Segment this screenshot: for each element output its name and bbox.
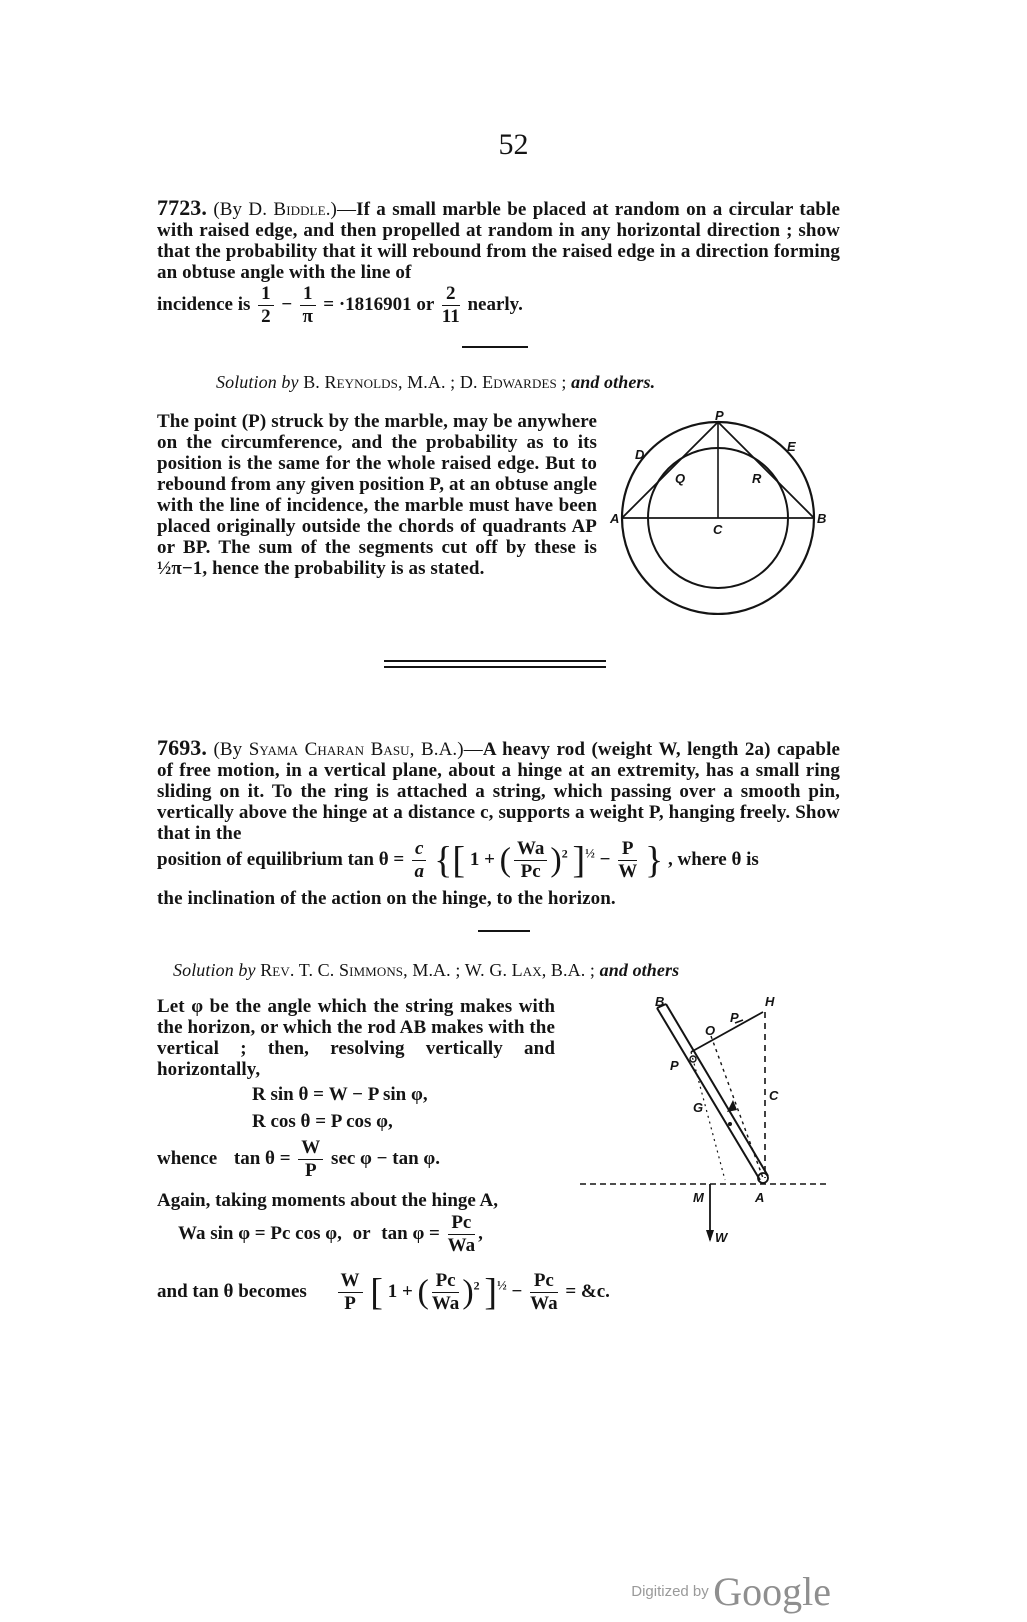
problem-7693: 7693. (By Syama Charan Basu, B.A.)—A heavy rod (weight W, length 2a) capable of free motion, in a vertical plane, about a hinge at an extremity, has a small ring sliding on it. To the ring is attached a string, which passing over a smooth pin, vertically above the hinge at a distance c, supports a weight P, hanging freely. Show that in the (157, 735, 840, 844)
label-D: D (635, 447, 645, 462)
label-O: O (705, 1023, 716, 1038)
label-Q: Q (675, 471, 686, 486)
label-P: P (730, 1010, 739, 1025)
problem-text-end: the inclination of the action on the hinge, to the horizon. (157, 888, 616, 909)
problem-text: A heavy rod (weight W, length 2a) capable of free motion, in a vertical plane, about a hinge at an extremity, has a small ring sliding on it. To the ring is attached a string, which passing over a smooth pin, vertically above the hinge at a distance c, supports a weight P, hanging freely. Show that in the (157, 739, 840, 844)
digitized-watermark: Digitized by Google (631, 1569, 831, 1614)
equation-4: Wa sin φ = Pc cos φ, or tan φ = $\frac{Pc}{Wa}$ , (178, 1212, 483, 1256)
label-B: B (817, 511, 827, 526)
section-double-rule (384, 660, 606, 662)
label-G: G (693, 1100, 704, 1115)
final-equation: and tan θ becomes $\frac{W}{P}$ [ 1 + ( $\frac{Pc}{Wa}$ )$^2$ ]$^{\frac{1}{2}}$ − $\frac{Pc}{Wa}$ = &c. (157, 1270, 610, 1314)
section-double-rule (384, 666, 606, 668)
problem-number: 7693. (157, 735, 207, 760)
label-B: B (655, 994, 665, 1009)
rod-diagram (575, 990, 835, 1250)
equilibrium-equation: position of equilibrium tan θ = $\frac{c}{a}$ {[ 1 + ( $\frac{Wa}{Pc}$ )$^2$ ]$^{\frac{1}{2}}$ − $\frac{P}{W}$ } , where θ is (157, 838, 759, 882)
fraction: $\frac{2}{11}$ (441, 283, 460, 327)
problem-number: 7723. (157, 195, 207, 220)
equation-1: R sin θ = W − P sin φ, (252, 1084, 428, 1105)
equation-2: R cos θ = P cos φ, (252, 1111, 393, 1132)
label-A: A (755, 1190, 765, 1205)
problem-7723-result: incidence is $\frac{1}{2}$ − $\frac{1}{\pi}$ = ·1816901 or $\frac{2}{11}$ nearly. (157, 283, 523, 327)
fraction: $\frac{1}{\pi}$ (300, 283, 316, 328)
google-logo: Google (713, 1569, 831, 1614)
label-C: C (713, 522, 723, 537)
label-C: C (769, 1088, 779, 1103)
equation-3: whence tan θ = $\frac{W}{P}$ sec φ − tan φ. (157, 1137, 440, 1181)
page-number: 52 (498, 128, 529, 161)
label-A: A (610, 511, 620, 526)
circle-diagram (605, 405, 835, 615)
separator-rule (462, 346, 528, 348)
solution-text: Let φ be the angle which the string makes with the horizon, or which the rod AB makes with the vertical ; then, resolving vertically and horizontally, (157, 996, 555, 1080)
separator-rule (478, 930, 530, 932)
author-name: Syama Charan Basu (248, 739, 410, 760)
label-W: W (715, 1230, 728, 1245)
moments-sentence: Again, taking moments about the hinge A, (157, 1190, 498, 1211)
solution-text: The point (P) struck by the marble, may be anywhere on the circumference, and the probability as to its position is the same for the whole raised edge. But to rebound from any given position P, at an obtuse angle with the line of incidence, the marble must have been placed originally outside the chords of quadrants AP or BP. The sum of the segments cut off by these is ½π−1, hence the probability is as stated. (157, 411, 597, 579)
label-P-ring: P (670, 1058, 679, 1073)
author-name: Biddle (273, 199, 326, 220)
solution-heading: Solution by Rev. T. C. Simmons, M.A. ; W. G. Lax, B.A. ; and others (173, 960, 680, 980)
problem-7723: 7723. (By D. Biddle.)—If a small marble be placed at random on a circular table with raised edge, and then propelled at random in any horizontal direction ; show that the probability that it will rebound from the raised edge in a direction forming an obtuse angle with the line of (157, 195, 840, 283)
solution-heading: Solution by B. Reynolds, M.A. ; D. Edwardes ; and others. (216, 372, 656, 392)
fraction: $\frac{1}{2}$ (258, 283, 274, 328)
label-R: R (752, 471, 762, 486)
label-H: H (765, 994, 775, 1009)
label-E: E (787, 439, 796, 454)
problem-text: If a small marble be placed at random on a circular table with raised edge, and then propelled at random in any horizontal direction ; show that the probability that it will rebound from the raised edge in a direction forming an obtuse angle with the line of (157, 199, 840, 283)
label-P: P (715, 408, 724, 423)
label-M: M (693, 1190, 704, 1205)
